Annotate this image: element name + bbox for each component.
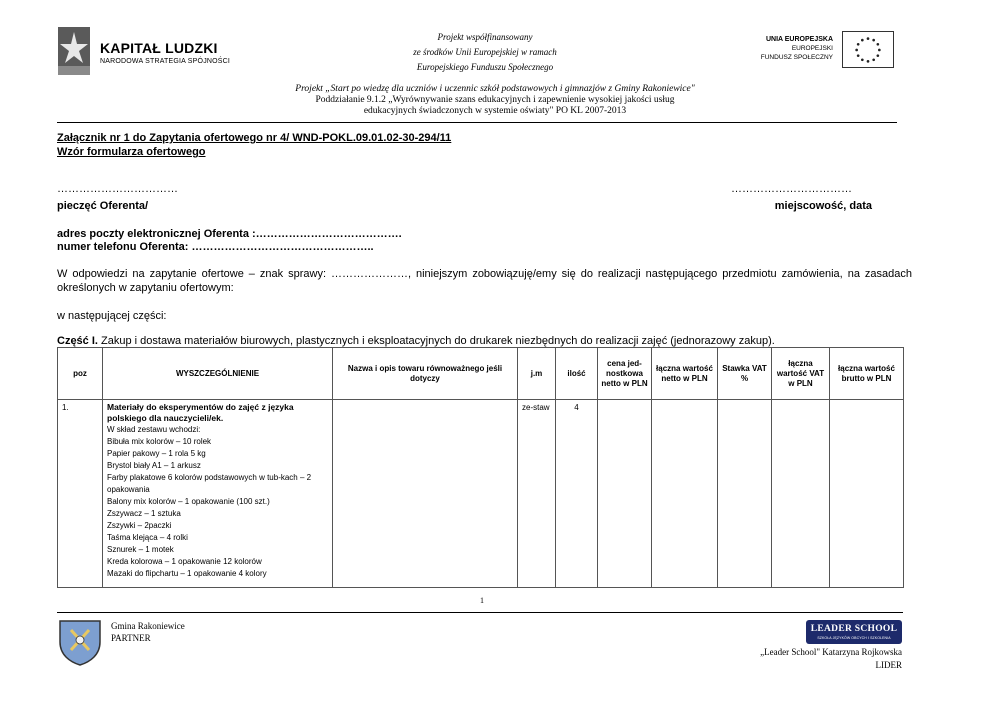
col-header-total-net: łączna wartość netto w PLN: [652, 348, 718, 400]
place-date-label: miejscowość, data: [774, 200, 872, 212]
gmina-crest-icon: [57, 618, 103, 666]
item-line: Bibuła mix kolorów – 10 rolek: [107, 437, 212, 446]
kapital-ludzki-logo: [57, 26, 231, 76]
offer-paragraph: W odpowiedzi na zapytanie ofertowe – znak sprawy: …………………, niniejszym zobowiązuję/emy się do realizacji następującego przedmiotu zamówienia, na zasadach określonych w zapytaniu ofertowym:: [57, 268, 912, 294]
eu-line: UNIA EUROPEJSKA: [765, 36, 833, 43]
col-header-name: Nazwa i opis towaru równoważnego jeśli dotyczy: [333, 348, 518, 400]
eu-line: FUNDUSZ SPOŁECZNY: [760, 54, 833, 61]
stamp-label: pieczęć Oferenta/: [57, 200, 149, 212]
cell-total-gross[interactable]: [830, 400, 904, 588]
footer-divider: [57, 612, 903, 613]
project-title-line: Projekt „Start po wiedzę dla uczniów i uczennic szkół podstawowych i gimnazjów z Gminy Rakoniewice": [295, 84, 695, 94]
page-header: [0, 0, 992, 125]
part-title: [57, 335, 775, 347]
cofinancing-line: ze środków Unii Europejskiej w ramach: [413, 47, 557, 57]
form-title: Wzór formularza ofertowego: [57, 146, 206, 158]
leader-school-logo-title: LEADER SCHOOL: [810, 624, 898, 634]
item-line: Papier pakowy – 1 rola 5 kg: [107, 449, 206, 458]
project-description: [230, 84, 760, 117]
item-line: Taśma klejąca – 4 rolki: [107, 533, 188, 542]
place-date-placeholder-dots: ……………………………: [731, 183, 852, 195]
cell-qty: 4: [556, 400, 598, 588]
annex-title: Załącznik nr 1 do Zapytania ofertowego nr 4/ WND-POKL.09.01.02-30-294/11: [57, 132, 452, 144]
leader-block: [700, 646, 902, 672]
gmina-role: PARTNER: [111, 633, 151, 643]
project-subaction-line: edukacyjnych świadczonych w systemie oświaty" PO KL 2007-2013: [363, 106, 627, 116]
cell-poz: 1.: [58, 400, 103, 588]
leader-name: „Leader School" Katarzyna Rojkowska: [760, 647, 902, 657]
col-header-spec: WYSZCZEGÓLNIENIE: [103, 348, 333, 400]
table-row: [58, 400, 904, 588]
item-line: Kreda kolorowa – 1 opakowanie 12 kolorów: [107, 557, 262, 566]
col-header-unit: j.m: [518, 348, 556, 400]
table-header-row: [58, 348, 904, 400]
col-header-qty: ilość: [556, 348, 598, 400]
cell-unit: ze-staw: [518, 400, 556, 588]
eu-line: EUROPEJSKI: [791, 45, 833, 52]
item-line: Zszywacz – 1 sztuka: [107, 509, 181, 518]
kapital-ludzki-title: KAPITAŁ LUDZKI: [100, 40, 218, 56]
item-line: Balony mix kolorów – 1 opakowanie (100 szt.): [107, 497, 270, 506]
col-header-vat-rate: Stawka VAT %: [718, 348, 772, 400]
item-line: W skład zestawu wchodzi:: [107, 425, 201, 434]
kapital-ludzki-subtitle: NARODOWA STRATEGIA SPÓJNOŚCI: [100, 58, 231, 65]
cell-vat-value[interactable]: [772, 400, 830, 588]
item-line: Farby plakatowe 6 kolorów podstawowych w tub-kach – 2 opakowania: [107, 473, 312, 494]
item-line: Mazaki do flipchartu – 1 opakowanie 4 kolory: [107, 569, 267, 578]
email-field-line: adres poczty elektronicznej Oferenta :………………………………….: [57, 228, 402, 240]
eu-logo-text: [745, 35, 833, 62]
leader-school-logo: [806, 620, 902, 644]
cell-spec: [103, 400, 333, 588]
project-subaction-line: Poddziałanie 9.1.2 „Wyrównywanie szans edukacyjnych i zapewnienie wysokiej jakości usług: [315, 95, 675, 105]
gmina-name: Gmina Rakoniewice: [111, 621, 185, 631]
item-line: Brystol biały A1 – 1 arkusz: [107, 461, 201, 470]
col-header-poz: poz: [58, 348, 103, 400]
offer-table: [57, 347, 904, 588]
col-header-total-gross: łączna wartość brutto w PLN: [830, 348, 904, 400]
item-line: Sznurek – 1 motek: [107, 545, 174, 554]
eu-logo: [745, 31, 897, 69]
kapital-ludzki-star-icon: [57, 26, 91, 76]
item-line: Zszywki – 2paczki: [107, 521, 172, 530]
item-name: Materiały do eksperymentów do zajęć z języka polskiego dla nauczycieli/ek.: [107, 402, 294, 423]
col-header-unit-price: cena jed-nostkowa netto w PLN: [598, 348, 652, 400]
cell-vat-rate[interactable]: [718, 400, 772, 588]
header-divider: [57, 122, 897, 123]
leader-school-logo-tagline: SZKOŁA JĘZYKÓW OBCYCH I SZKOLENIA: [817, 636, 891, 640]
part-label: Część I.: [57, 335, 98, 347]
cofinancing-line: Projekt współfinansowany: [437, 32, 533, 42]
eu-flag-icon: [842, 31, 894, 68]
leader-role: LIDER: [875, 660, 902, 670]
phone-field-line: numer telefonu Oferenta: …………………………………………..: [57, 241, 374, 253]
cofinancing-note: [380, 30, 590, 75]
cell-equivalent-name[interactable]: [333, 400, 518, 588]
col-header-vat-value: łączna wartość VAT w PLN: [772, 348, 830, 400]
cofinancing-line: Europejskiego Funduszu Społecznego: [416, 62, 554, 72]
cell-unit-price[interactable]: [598, 400, 652, 588]
page-number: 1: [480, 596, 484, 605]
gmina-partner-block: [111, 620, 185, 644]
stamp-placeholder-dots: ……………………………: [57, 183, 178, 195]
part-description: Zakup i dostawa materiałów biurowych, plastycznych i eksploatacyjnych do drukarek niezbędnych do realizacji zajęć (jednorazowy zakup).: [97, 335, 775, 347]
parts-line: w następującej części:: [57, 310, 167, 322]
cell-total-net[interactable]: [652, 400, 718, 588]
